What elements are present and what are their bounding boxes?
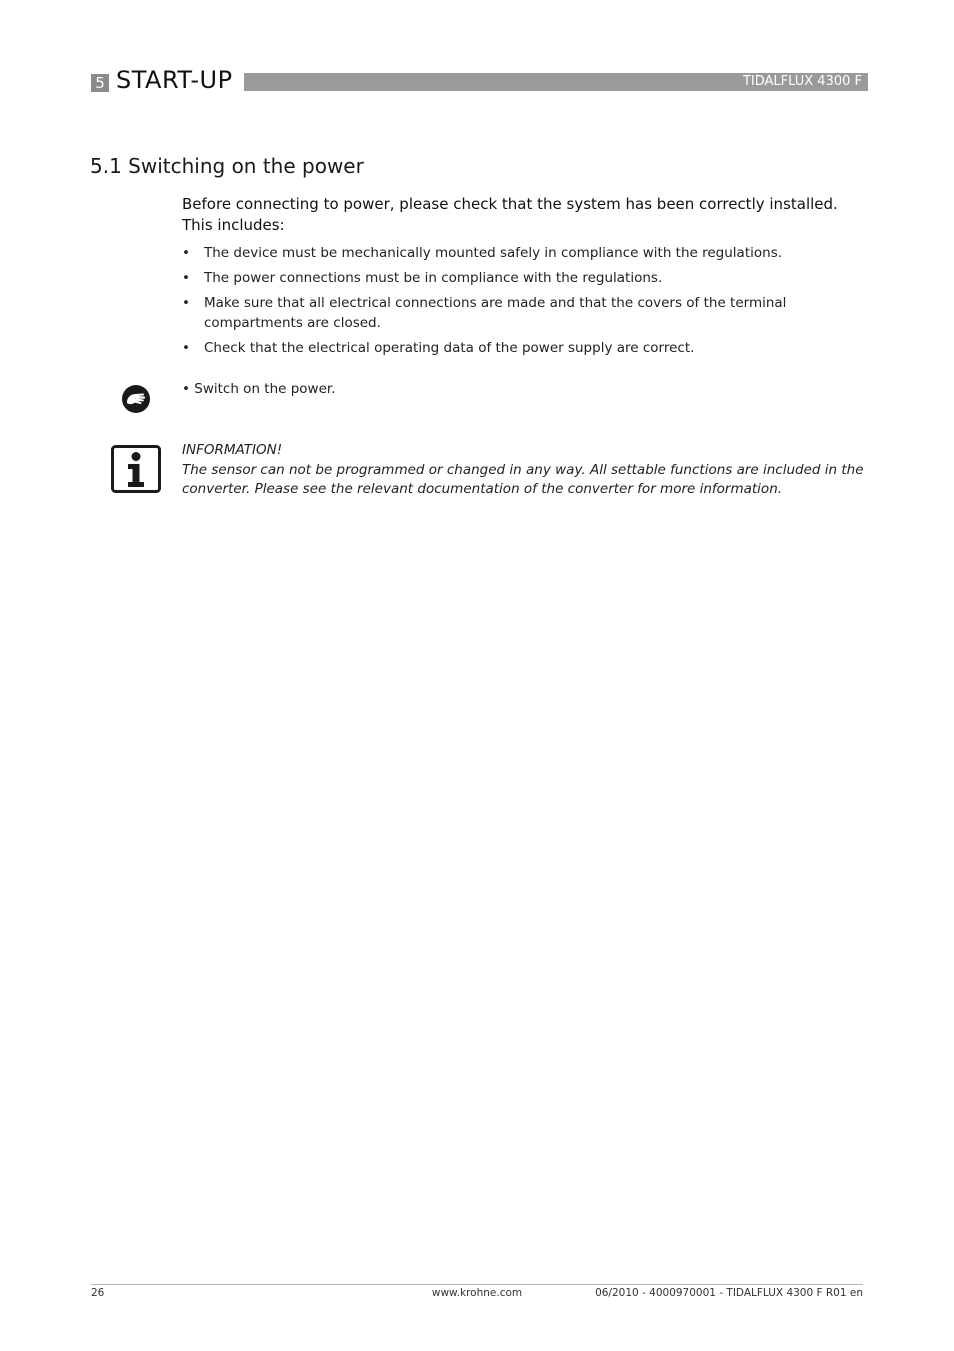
hand-action-icon [121, 384, 151, 414]
information-title: INFORMATION! [182, 442, 283, 458]
intro-text: Before connecting to power, please check that the system has been correctly installed. This includes: [182, 195, 838, 234]
list-item [182, 243, 842, 263]
chapter-title: START-UP [116, 66, 233, 94]
list-item-text: Check that the electrical operating data of the power supply are correct. [204, 340, 695, 356]
bullet: • [182, 245, 190, 261]
list-item [182, 268, 842, 288]
bullet: • [182, 295, 190, 311]
document-reference: 06/2010 - 4000970001 - TIDALFLUX 4300 F R01 en [595, 1287, 863, 1299]
list-item-text: The device must be mechanically mounted safely in compliance with the regulations. [204, 245, 783, 261]
list-item [182, 293, 842, 333]
information-text: The sensor can not be programmed or changed in any way. All settable functions are included in the converter. Please see the relevant documentation of the converter for more information. [182, 462, 864, 497]
page-number: 26 [91, 1287, 105, 1299]
requirements-list [182, 243, 842, 363]
footer-divider [91, 1284, 863, 1285]
list-item-text: The power connections must be in compliance with the regulations. [204, 270, 663, 286]
chapter-number: 5 [91, 74, 109, 92]
section-heading: 5.1 Switching on the power [90, 154, 364, 178]
list-item-text: Make sure that all electrical connections are made and that the covers of the terminal compartments are closed. [204, 295, 787, 331]
product-name: TIDALFLUX 4300 F [742, 74, 862, 89]
list-item [182, 338, 842, 358]
action-step: • Switch on the power. [182, 381, 336, 397]
info-icon [111, 445, 161, 493]
footer-website: www.krohne.com [431, 1287, 523, 1299]
bullet: • [182, 340, 190, 356]
bullet: • [182, 270, 190, 286]
